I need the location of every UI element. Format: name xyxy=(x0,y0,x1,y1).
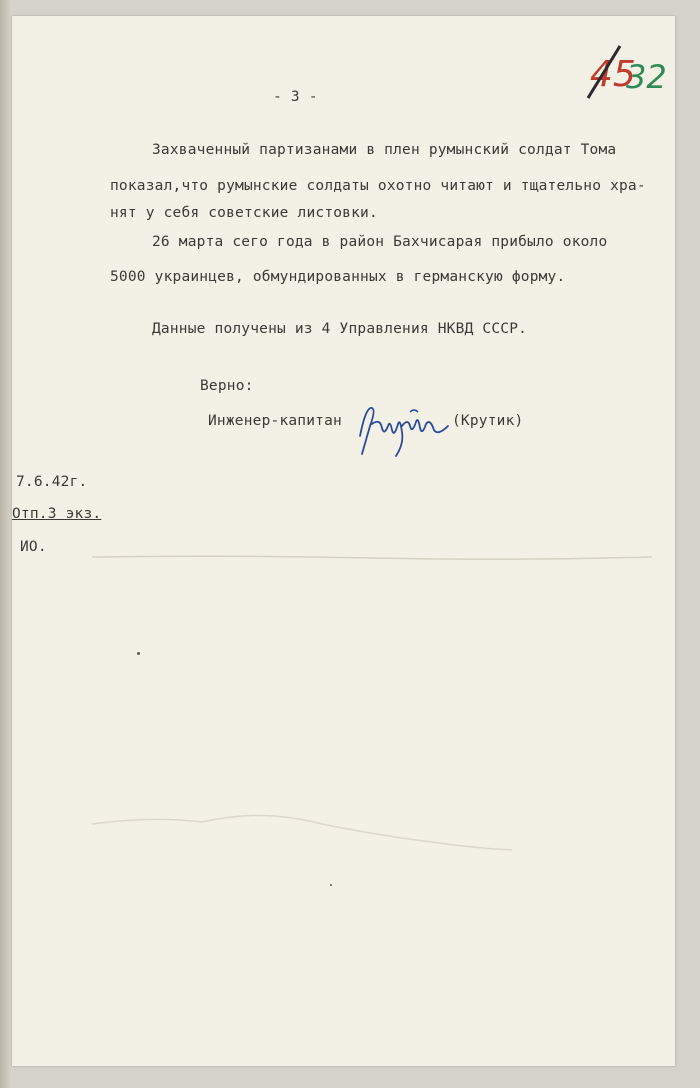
binding-edge xyxy=(0,0,12,1088)
paragraph-line-3: нят у себя советские листовки. xyxy=(110,205,378,221)
footer-date: 7.6.42г. xyxy=(16,474,88,490)
verified-label: Верно: xyxy=(200,378,254,394)
signature-stroke xyxy=(410,410,418,412)
archive-number-old: 45 xyxy=(590,54,636,95)
paragraph-line-1: Захваченный партизанами в плен румынский солдат Тома xyxy=(152,142,617,158)
paragraph-line-4: 26 марта сего года в район Бахчисарая прибыло около xyxy=(152,234,608,250)
paragraph-line-5: 5000 украинцев, обмундированных в германскую форму. xyxy=(110,269,566,285)
paper-speck xyxy=(137,652,140,655)
signature-stroke xyxy=(360,408,448,456)
fold-crease xyxy=(92,554,652,560)
signature xyxy=(352,396,452,460)
signatory-title: Инженер-капитан xyxy=(208,413,342,429)
footer-initials: ИО. xyxy=(20,539,47,555)
paper-wrinkle xyxy=(92,806,512,856)
signatory-name: (Крутик) xyxy=(452,413,524,429)
paper-speck xyxy=(330,884,332,886)
paragraph-line-2: показал,что румынские солдаты охотно читают и тщательно хра- xyxy=(110,178,646,194)
footer-copies: Отп.3 экз. xyxy=(12,506,102,522)
document-page xyxy=(12,16,675,1066)
source-statement: Данные получены из 4 Управления НКВД СССР. xyxy=(152,321,528,337)
archive-number-new: 32 xyxy=(626,58,667,96)
archive-page-number xyxy=(584,38,684,108)
page-number: - 3 - xyxy=(273,89,318,105)
